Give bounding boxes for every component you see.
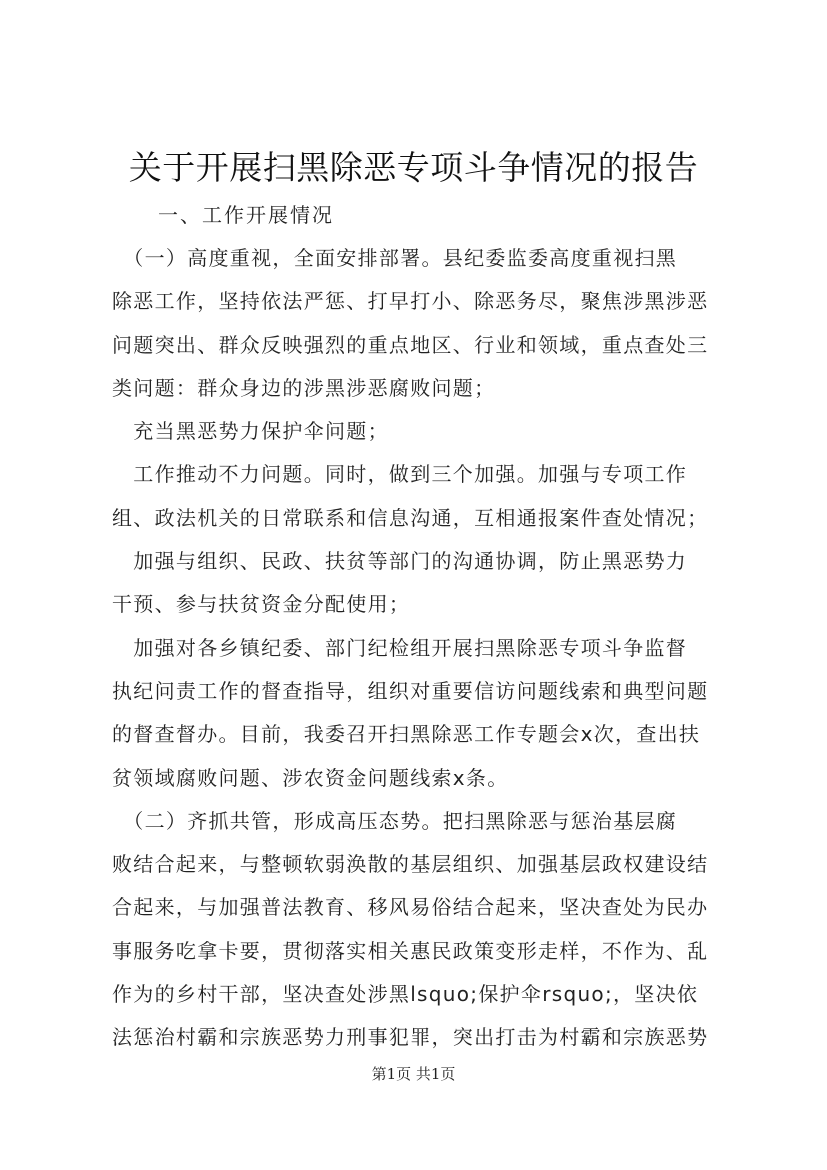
body-line: 加强与组织、民政、扶贫等部门的沟通协调，防止黑恶势力 (112, 549, 688, 574)
body-line: 充当黑恶势力保护伞问题； (112, 419, 389, 444)
page-footer: 第1页 共1页 (371, 1065, 456, 1083)
body-line: 工作推动不力问题。同时，做到三个加强。加强与专项工作 (112, 462, 688, 487)
document-title: 关于开展扫黑除恶专项斗争情况的报告 (128, 148, 699, 187)
body-line: 执纪问责工作的督查指导，组织对重要信访问题线索和典型问题 (112, 678, 709, 703)
body-line: 的督查督办。目前，我委召开扫黑除恶工作专题会x次，查出扶 (112, 722, 701, 747)
body-line: 加强对各乡镇纪委、部门纪检组开展扫黑除恶专项斗争监督 (112, 635, 688, 660)
body-line: 法惩治村霸和宗族恶势力刑事犯罪，突出打击为村霸和宗族恶势 (112, 1025, 709, 1050)
body-line: 干预、参与扶贫资金分配使用； (112, 592, 411, 617)
body-line: 败结合起来，与整顿软弱涣散的基层组织、加强基层政权建设结 (112, 852, 709, 877)
document-body (112, 237, 728, 1060)
section-heading: 一、工作开展情况 (158, 203, 334, 227)
body-line: （二）齐抓共管，形成高压态势。把扫黑除恶与惩治基层腐 (112, 808, 678, 833)
body-line: 除恶工作，坚持依法严惩、打早打小、除恶务尽，聚焦涉黑涉恶 (112, 289, 709, 314)
body-line: （一）高度重视，全面安排部署。县纪委监委高度重视扫黑 (112, 246, 678, 270)
body-line: 贫领域腐败问题、涉农资金问题线索x条。 (112, 765, 509, 790)
body-line: 问题突出、群众反映强烈的重点地区、行业和领域，重点查处三 (112, 332, 709, 357)
body-line: 事服务吃拿卡要，贯彻落实相关惠民政策变形走样，不作为、乱 (112, 938, 709, 963)
body-line: 作为的乡村干部，坚决查处涉黑lsquo;保护伞rsquo;，坚决依 (112, 982, 699, 1007)
body-line: 组、政法机关的日常联系和信息沟通，互相通报案件查处情况； (112, 505, 709, 530)
body-line: 合起来，与加强普法教育、移风易俗结合起来，坚决查处为民办 (112, 895, 709, 920)
body-line: 类问题：群众身边的涉黑涉恶腐败问题； (112, 375, 496, 400)
